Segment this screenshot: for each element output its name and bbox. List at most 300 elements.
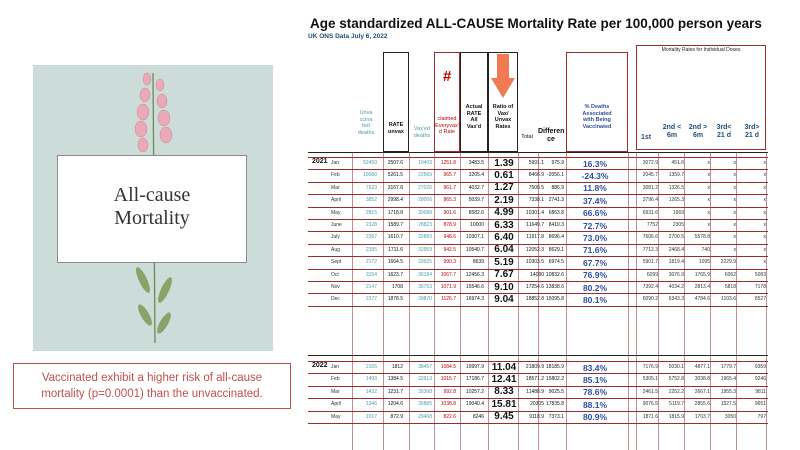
cell-vd: 28823 [418, 222, 432, 228]
cell-d3b: x [763, 197, 766, 204]
pct-value: 73.0% [582, 232, 608, 243]
cell-ac: 19040.4 [465, 401, 484, 408]
cell-vd: 30088 [418, 209, 432, 216]
cell-ac: 8639 [472, 259, 484, 266]
cell-d2b: 4784.6 [694, 296, 710, 303]
cell-d2a: 1265.3 [668, 197, 684, 204]
pct-value: 37.4% [582, 195, 608, 206]
actual-rate-box [460, 52, 488, 152]
column-header-d2a [660, 124, 684, 140]
cell-cl: 992.8 [443, 388, 456, 395]
cell-d2b: 5578.8 [694, 234, 710, 241]
month-label: Jan [331, 364, 340, 370]
column-header-d1 [636, 134, 656, 142]
header-text: 2nd < [662, 124, 682, 131]
header-text: unvax [388, 128, 404, 135]
month-label: Mar [331, 388, 340, 395]
cell-d1: 7606.6 [642, 234, 658, 241]
pct-value: 80.9% [582, 412, 608, 423]
cell-d1: 3081.2 [642, 184, 658, 191]
column-header-d2b [686, 124, 710, 140]
cell-ud: 1493 [365, 376, 377, 383]
cell-d2b: 1095 [698, 259, 710, 266]
header-text: % Deaths [584, 104, 610, 110]
cell-cl: 961.7 [443, 184, 456, 191]
cell-d2b: x [707, 222, 710, 228]
header-text: Vaccinated [582, 123, 612, 130]
cell-ru: 2998.4 [387, 197, 403, 204]
cell-d3b: x [763, 184, 766, 191]
header-text: Associated [582, 110, 612, 117]
cell-d2a: 3076.9 [668, 271, 684, 278]
header-text: Unva [359, 110, 373, 116]
cell-cl: 990.3 [443, 259, 456, 266]
cell-d3b: 9246 [754, 376, 766, 383]
column-header-pct [566, 104, 628, 130]
cell-di: 18185.9 [545, 364, 564, 370]
column-header-claimed [434, 116, 460, 136]
cell-ud: 2147 [365, 284, 377, 290]
cell-d1: 9076.5 [642, 401, 658, 408]
cell-to: 9118.9 [529, 413, 544, 420]
title-card [33, 65, 273, 351]
cell-ac: 3205.4 [468, 172, 484, 179]
cell-vd: 10403 [418, 160, 432, 166]
header-text: ce [547, 136, 555, 143]
cell-d2b: x [707, 172, 710, 179]
year-label: 2021 [312, 158, 328, 165]
header-text: Vax'd [466, 123, 482, 130]
cell-vd: 35368 [418, 388, 432, 395]
cell-d1: 3796.4 [642, 197, 658, 204]
month-label: Feb [331, 172, 340, 179]
month-label: June [331, 222, 342, 228]
cell-d2a: 2305 [672, 222, 684, 228]
cell-di: 13838.6 [545, 284, 564, 290]
cell-d3b: 5083 [754, 271, 766, 278]
cell-d2b: x [707, 197, 710, 204]
cell-to: 8466.9 [528, 172, 544, 179]
cell-ud: 7623 [365, 184, 377, 191]
column-divider [684, 152, 685, 450]
header-text: Vax'ed [413, 126, 431, 132]
cell-d3a: 5818 [724, 284, 736, 290]
cell-d3a: 3050 [724, 413, 736, 420]
rate-unvax-box [383, 52, 409, 152]
pct-value: 85.1% [582, 374, 608, 385]
ratio-value: 9.04 [494, 293, 514, 305]
cell-d2a: 1359.7 [668, 172, 684, 179]
cell-d3a: x [733, 209, 736, 216]
cell-ud: 2172 [365, 259, 377, 266]
cell-d3b: 797 [757, 413, 766, 420]
cell-ud: 1432 [365, 388, 377, 395]
ratio-value: 11.04 [491, 361, 517, 373]
cell-d2b: 2667.1 [694, 388, 710, 395]
cell-d2a: 1815.9 [668, 413, 684, 420]
cell-d2a: 2252.2 [668, 388, 684, 395]
cell-to: 20305 [530, 401, 544, 408]
header-text: 6m [692, 132, 704, 139]
pct-value: 11.8% [583, 183, 607, 194]
cell-ru: 1204.6 [387, 401, 403, 408]
cell-ru: 1878.5 [387, 296, 403, 303]
cell-d2a: 2700.5 [668, 234, 684, 241]
pct-value: -24.3% [581, 170, 609, 181]
cell-ru: 1711.6 [388, 246, 403, 253]
title-box [57, 155, 247, 263]
column-divider [434, 152, 435, 450]
cell-d1: 6931.6 [642, 209, 658, 216]
header-text: Rates [495, 123, 511, 130]
claimed-rate-box [434, 52, 460, 152]
cell-vd: 39870 [418, 296, 432, 303]
column-divider [710, 152, 711, 450]
month-label: July [331, 234, 340, 241]
cell-d3a: x [733, 222, 736, 228]
cell-d1: 6090.2 [642, 296, 658, 303]
cell-di: 6974.5 [548, 259, 564, 266]
cell-cl: 942.5 [443, 246, 456, 253]
cell-ac: 4032.7 [468, 184, 484, 191]
cell-ac: 10257.2 [465, 388, 484, 395]
month-label: Oct [331, 271, 339, 278]
header-text: Differen [538, 128, 565, 135]
cell-cl: 1126.7 [441, 296, 456, 303]
header-text: deaths [357, 129, 375, 136]
caption-line1: Vaccinated exhibit a higher risk of all-cause [41, 372, 263, 384]
cell-d3b: x [763, 234, 766, 241]
cell-vd: 22569 [418, 172, 432, 179]
ratio-value: 2.19 [494, 194, 514, 206]
cell-vd: 32913 [418, 376, 432, 383]
cell-to: 14080 [530, 271, 544, 278]
cell-ru: 872.9 [390, 413, 403, 420]
cell-cl: 865.3 [443, 197, 456, 204]
column-header-diff [538, 128, 564, 144]
cell-vd: 33925 [418, 259, 432, 266]
cell-ud: 19080 [363, 172, 377, 179]
cell-ud: 1346 [365, 401, 377, 408]
cell-ac: 19997.9 [465, 364, 484, 370]
cell-d3a: 1955.3 [720, 388, 736, 395]
column-header-d3a [712, 124, 736, 140]
column-header-d3b [740, 124, 764, 140]
cell-ru: 1623.7 [387, 271, 403, 278]
cell-cl: 901.6 [443, 209, 456, 216]
cell-to: 7338.1 [528, 197, 544, 204]
header-text: Vax/ [497, 110, 509, 117]
ratio-value: 1.27 [494, 182, 514, 194]
cell-ru: 1589.7 [387, 222, 403, 228]
down-arrow-icon [491, 54, 515, 98]
cell-di: -2056.1 [547, 172, 564, 179]
pct-value: 72.7% [582, 220, 608, 231]
cell-cl: 1071.9 [440, 284, 456, 290]
column-divider [352, 152, 353, 450]
column-header-total [518, 134, 536, 141]
header-text: 3rd< [716, 124, 732, 131]
cell-vd: 36753 [418, 284, 432, 290]
header-text: d Rate [438, 129, 456, 135]
cell-cl: 1067.7 [440, 271, 456, 278]
cell-d2a: 1669 [672, 209, 684, 216]
cell-d2a: 451.6 [671, 160, 684, 166]
cell-d2b: 2855.6 [694, 401, 710, 408]
cell-vd: 29468 [418, 413, 432, 420]
cell-ac: 10307.1 [465, 234, 484, 241]
cell-d3b: x [763, 246, 766, 253]
header-text: Actual [465, 104, 483, 110]
column-header-ratio [488, 104, 518, 130]
cell-d2b: 3038.8 [694, 376, 710, 383]
cell-d3b: 7178 [754, 284, 766, 290]
month-label: Aug [331, 246, 340, 253]
cell-cl: 948.6 [443, 234, 456, 241]
month-label: May [331, 413, 341, 420]
cell-to: 10301.4 [525, 209, 544, 216]
cell-di: 8696.4 [548, 234, 564, 241]
cell-ac: 3483.5 [468, 160, 484, 166]
cell-d2b: 740 [701, 246, 710, 253]
cell-d3a: x [733, 184, 736, 191]
cell-ac: 5039.7 [468, 197, 484, 204]
ratio-value: 4.99 [494, 207, 514, 219]
pct-value: 66.6% [582, 208, 608, 219]
column-divider [488, 152, 489, 450]
conclusion-caption [13, 363, 291, 409]
cell-d1: 5305.1 [642, 376, 658, 383]
cell-d1: 5901.7 [642, 259, 658, 266]
cell-ac: 15546.6 [465, 284, 484, 290]
cell-d1: 1871.6 [642, 413, 658, 420]
cell-ud: 2395 [365, 246, 377, 253]
cell-ud: 2328 [365, 222, 377, 228]
pct-value: 67.7% [582, 257, 608, 268]
cell-d1: 2461.5 [642, 388, 658, 395]
cell-ud: 52459 [363, 160, 377, 166]
ratio-value: 1.39 [494, 157, 514, 169]
cell-to: 7500.5 [528, 184, 544, 191]
cell-d3b: x [763, 209, 766, 216]
cell-to: 5991.1 [528, 160, 544, 166]
header-text: Ratio of [492, 104, 514, 110]
month-label: Dec [331, 296, 340, 303]
cell-ud: 2367 [365, 234, 377, 241]
cell-di: 886.9 [551, 184, 564, 191]
hash-marker: # [443, 68, 452, 85]
cell-ud: 2815 [365, 209, 377, 216]
cell-di: 17835.8 [545, 401, 564, 408]
pct-value: 80.2% [582, 282, 608, 293]
cell-di: 7373.1 [548, 413, 564, 420]
header-text: 2nd > [688, 124, 708, 131]
card-title [58, 184, 246, 230]
month-label: April [331, 401, 342, 408]
cell-ac: 16974.3 [465, 296, 484, 303]
pct-value: 76.9% [582, 270, 608, 281]
cell-d1: 7176.9 [642, 364, 658, 370]
ratio-value: 15.81 [491, 398, 517, 410]
cell-ac: 17186.7 [465, 376, 484, 383]
cell-d2a: 4034.2 [668, 284, 684, 290]
ratio-value: 8.33 [494, 386, 514, 398]
ratio-value: 6.04 [494, 244, 514, 256]
cell-ru: 1664.5 [387, 259, 403, 266]
cell-di: 8410.3 [548, 222, 564, 228]
cell-d3a: 2229.9 [720, 259, 736, 266]
cell-d3a: 1965.4 [720, 376, 736, 383]
cell-d1: 7392.4 [642, 284, 658, 290]
cell-d2b: 1703.7 [694, 413, 710, 420]
data-source: UK ONS Data July 6, 2022 [308, 33, 388, 40]
cell-ru: 1812 [391, 364, 403, 370]
cell-ac: 12456.3 [465, 271, 484, 278]
year-label: 2022 [312, 362, 328, 369]
ratio-value: 6.33 [494, 219, 514, 231]
month-label: Nov [331, 284, 340, 290]
column-divider [636, 152, 637, 450]
header-text: Total [521, 134, 533, 140]
cell-d2a: 2468.4 [668, 246, 684, 253]
cell-d3a: 1103.6 [721, 296, 736, 303]
cell-cl: 878.9 [443, 222, 456, 228]
cell-d1: 3072.9 [642, 160, 658, 166]
cell-ru: 1231.7 [387, 388, 403, 395]
cell-to: 11488.9 [526, 388, 544, 395]
cell-ud: 2377 [365, 296, 377, 303]
header-text: All [470, 117, 478, 123]
header-text: 3rd> [744, 124, 760, 131]
cell-di: 10832.6 [545, 271, 564, 278]
cell-ru: 5261.5 [387, 172, 403, 179]
card-title-line1: All-cause [113, 184, 191, 206]
cell-di: 6863.8 [548, 209, 564, 216]
cell-d3a: 6062 [724, 271, 736, 278]
table-title: Age standardized ALL-CAUSE Mortality Rate per 100,000 person years [310, 16, 762, 31]
cell-di: 2741.3 [548, 197, 564, 204]
cell-d1: 2045.7 [642, 172, 658, 179]
header-text: ccina [359, 116, 373, 123]
header-text: Unvax [494, 117, 512, 123]
pct-value: 78.6% [582, 387, 608, 398]
cell-d2a: 5119.7 [669, 401, 684, 408]
pct-box [566, 52, 628, 152]
cell-d3b: x [763, 160, 766, 166]
month-label: April [331, 197, 342, 204]
header-text: with Being [583, 117, 611, 123]
ratio-value: 9.45 [494, 411, 514, 423]
cell-d2a: 1819.4 [668, 259, 684, 266]
cell-di: 15802.2 [545, 376, 564, 383]
header-text: RATE [388, 122, 404, 128]
cell-ru: 1708 [391, 284, 403, 290]
cell-cl: 965.7 [443, 172, 456, 179]
cell-ud: 3852 [365, 197, 377, 204]
column-divider [658, 152, 659, 450]
column-header-rate_unvax [383, 122, 409, 135]
column-divider [736, 152, 737, 450]
ratio-value: 12.41 [491, 373, 517, 385]
cell-d2b: x [707, 184, 710, 191]
header-text: 6m [666, 132, 678, 139]
cell-d2b: 4877.1 [694, 364, 710, 370]
cell-cl: 1084.5 [440, 364, 456, 370]
cell-d1: 7752 [646, 222, 658, 228]
month-label: Sept [331, 259, 342, 266]
cell-d1: 7712.3 [642, 246, 658, 253]
header-text: 21 d [744, 132, 759, 139]
month-label: Mar [331, 184, 340, 191]
pct-value: 83.4% [582, 362, 608, 373]
cell-di: 975.9 [551, 160, 564, 166]
ratio-value: 6.40 [494, 231, 514, 243]
cell-d3a: 1779.7 [720, 364, 736, 370]
column-divider [766, 152, 767, 450]
cell-to: 18852.8 [525, 296, 544, 303]
cell-d3a: x [733, 197, 736, 204]
pct-value: 88.1% [582, 399, 608, 410]
month-label: Jan [331, 160, 340, 166]
column-header-vax_deaths [410, 126, 434, 139]
card-title-line2: Mortality [114, 207, 190, 229]
cell-vd: 27020 [418, 184, 432, 191]
ratio-value: 0.61 [494, 169, 514, 181]
column-divider [518, 152, 519, 450]
cell-d3a: 1527.5 [720, 401, 736, 408]
ratio-value: 5.19 [494, 256, 514, 268]
cell-ru: 1610.7 [387, 234, 403, 241]
column-divider [566, 152, 567, 450]
cell-ud: 2165 [365, 364, 377, 370]
caption-line2: mortality (p=0.0001) than the unvaccinated. [41, 388, 263, 400]
cell-d3a: x [733, 160, 736, 166]
cell-vd: 36885 [418, 401, 432, 408]
column-header-unvax_deaths [355, 110, 377, 136]
cell-ru: 2507.6 [387, 160, 403, 166]
cell-d3b: x [763, 172, 766, 179]
header-text: claimed [437, 116, 457, 122]
column-divider [383, 152, 384, 450]
cell-d2b: 2813.4 [694, 284, 710, 290]
cell-di: 9025.5 [548, 388, 564, 395]
cell-vd: 32883 [418, 234, 432, 241]
header-text: ted [362, 123, 370, 129]
cell-ru: 1718.8 [387, 209, 403, 216]
ratio-value: 9.10 [494, 281, 514, 293]
cell-d2b: x [707, 160, 710, 166]
column-divider [628, 152, 629, 450]
cell-ud: 1017 [365, 413, 377, 420]
cell-d3a: x [733, 234, 736, 241]
month-label: May [331, 209, 341, 216]
cell-d2b: 1765.9 [694, 271, 710, 278]
cell-d3b: 9359 [754, 364, 766, 370]
individual-doses-title: Mortality Rates for Individual Doses [661, 47, 741, 53]
pct-value: 80.1% [582, 294, 608, 305]
header-text: Everyvax' [435, 122, 459, 129]
cell-cl: 1038.8 [440, 401, 456, 408]
column-divider [538, 152, 539, 450]
cell-cl: 1015.7 [440, 376, 456, 383]
cell-vd: 38457 [418, 364, 432, 370]
cell-d2a: 6343.3 [668, 296, 684, 303]
cell-to: 18571.2 [525, 376, 544, 383]
cell-ac: 10000 [470, 222, 484, 228]
header-text: 1st [640, 134, 652, 141]
month-label: Feb [331, 376, 340, 383]
cell-d2a: 1326.5 [668, 184, 684, 191]
